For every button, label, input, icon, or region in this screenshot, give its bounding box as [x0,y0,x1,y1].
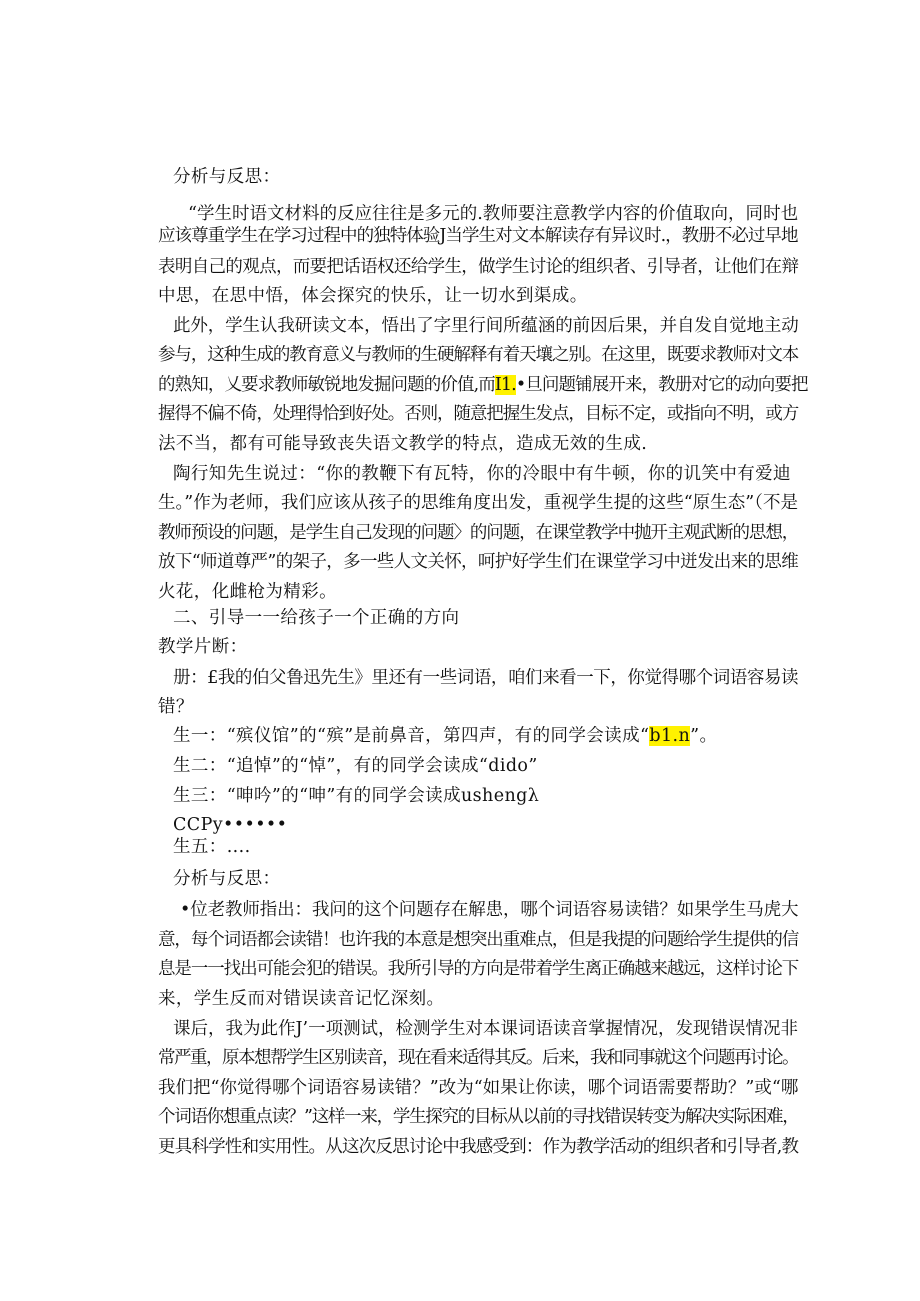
text-run: 的熟知，乂要求教师敏锐地发掘问题的价值,而 [158,375,495,395]
paragraph-line: 握得不偏不倚，处理得恰到好处。否则，随意把握生发点，目标不定，或指向不明，或方 [158,404,799,424]
highlighted-text: I1. [494,375,516,395]
paragraph-line: 课后，我为此作J’一项测试，检测学生对本课词语读音掌握情况，发现错误情况非 [173,1019,799,1039]
highlighted-text: b1.n [649,726,691,746]
paragraph-line [158,374,808,396]
paragraph-line: 意，每个词语都会读错！也许我的本意是想突出重难点，但是我提的问题给学生提供的信 [158,930,799,950]
paragraph-line: 中思，在思中悟，体会探究的快乐，让一切水到渠成。 [158,286,588,306]
paragraph-line: 陶行知先生说过：“你的教鞭下有瓦特，你的冷眼中有牛顿，你的讥笑中有爱迪 [173,464,791,484]
paragraph-line: 教师预设的问题，是学生自己发现的问题〉的问题，在课堂教学中抛开主观武断的思想， [158,523,799,543]
dialogue-line-student-4: CCPy•••••• [173,815,288,835]
paragraph-line: 常严重，原本想帮学生区别读音，现在看来适得其反。后来，我和同事就这个问题再讨论。 [158,1048,798,1068]
text-run: •旦问题铺展开来，教册对它的动向要把 [515,375,808,395]
paragraph-line: 来，学生反而对错误读音记忆深刻。 [158,989,445,1009]
paragraph-line: 生。”作为老师，我们应该从孩子的思维角度出发，重视学生提的这些“原生态”（不是 [158,493,798,513]
paragraph-line: 表明自己的观点，而要把话语权还给学生，做学生讨论的组织者、引导者，让他们在辩 [158,257,799,277]
paragraph-line: 法不当，都有可能导致丧失语文教学的特点，造成无效的生成. [158,434,648,454]
paragraph-line: 火花，化雌枪为精彩。 [158,582,337,602]
section-heading-analysis: 分析与反思： [173,167,281,187]
excerpt-label: 教学片断： [158,637,248,657]
section-heading-analysis: 分析与反思： [173,869,281,889]
dialogue-line-student-1 [173,725,717,747]
paragraph-line: 更具科学性和实用性。从这次反思讨论中我感受到：作为教学活动的组织者和引导者,教 [158,1137,799,1157]
text-run: 生一：“殡仪馆”的“殡”是前鼻音，第四声，有的同学会读成“ [173,726,650,746]
section-heading: 二、引导一一给孩子一个正确的方向 [173,608,460,628]
paragraph-line: 此外，学生认我研读文本，悟出了字里行间所蕴涵的前因后果，并自发自觉地主动 [173,316,799,336]
paragraph-line: 个词语你想重点读？”这样一来，学生探究的目标从以前的寻找错误转变为解决实际困难， [158,1107,799,1127]
dialogue-line-teacher: 错？ [158,697,194,717]
paragraph-line: 放下“师道尊严”的架子，多一些人文关怀，呵护好学生们在课堂学习中迸发出来的思维 [158,552,799,572]
paragraph-line: 应该尊重学生在学习过程中的独特体验J当学生对文本解读存有异议时.，教册不必过早地 [158,226,798,246]
dialogue-line-student-3: 生三：“呻吟”的“呻”有的同学会读成ushengλ [173,786,540,806]
text-run: ”。 [690,726,718,746]
paragraph-line: 息是一一找出可能会犯的错误。我所引导的方向是带着学生离正确越来越远，这样讨论下 [158,959,799,979]
paragraph-line: •位老教师指出：我问的这个问题存在解患，哪个词语容易读错？如果学生马虎大 [180,900,799,920]
dialogue-line-student-2: 生二：“追悼”的“悼”，有的同学会读成“dido” [173,756,538,776]
paragraph-line: 我们把“你觉得哪个词语容易读错？”改为“如果让你读，哪个词语需要帮助？”或“哪 [158,1078,799,1098]
paragraph-line: “学生时语文材料的反应往往是多元的.教师要注意教学内容的价值取向，同时也 [188,204,799,224]
paragraph-line: 参与，这种生成的教育意义与教师的生硬解释有着天壤之别。在这里，既要求教师对文本 [158,345,799,365]
dialogue-line-student-5: 生五：.... [173,837,251,857]
dialogue-line-teacher: 册：£我的伯父鲁迅先生》里还有一些词语，咱们来看一下，你觉得哪个词语容易读 [173,668,799,688]
